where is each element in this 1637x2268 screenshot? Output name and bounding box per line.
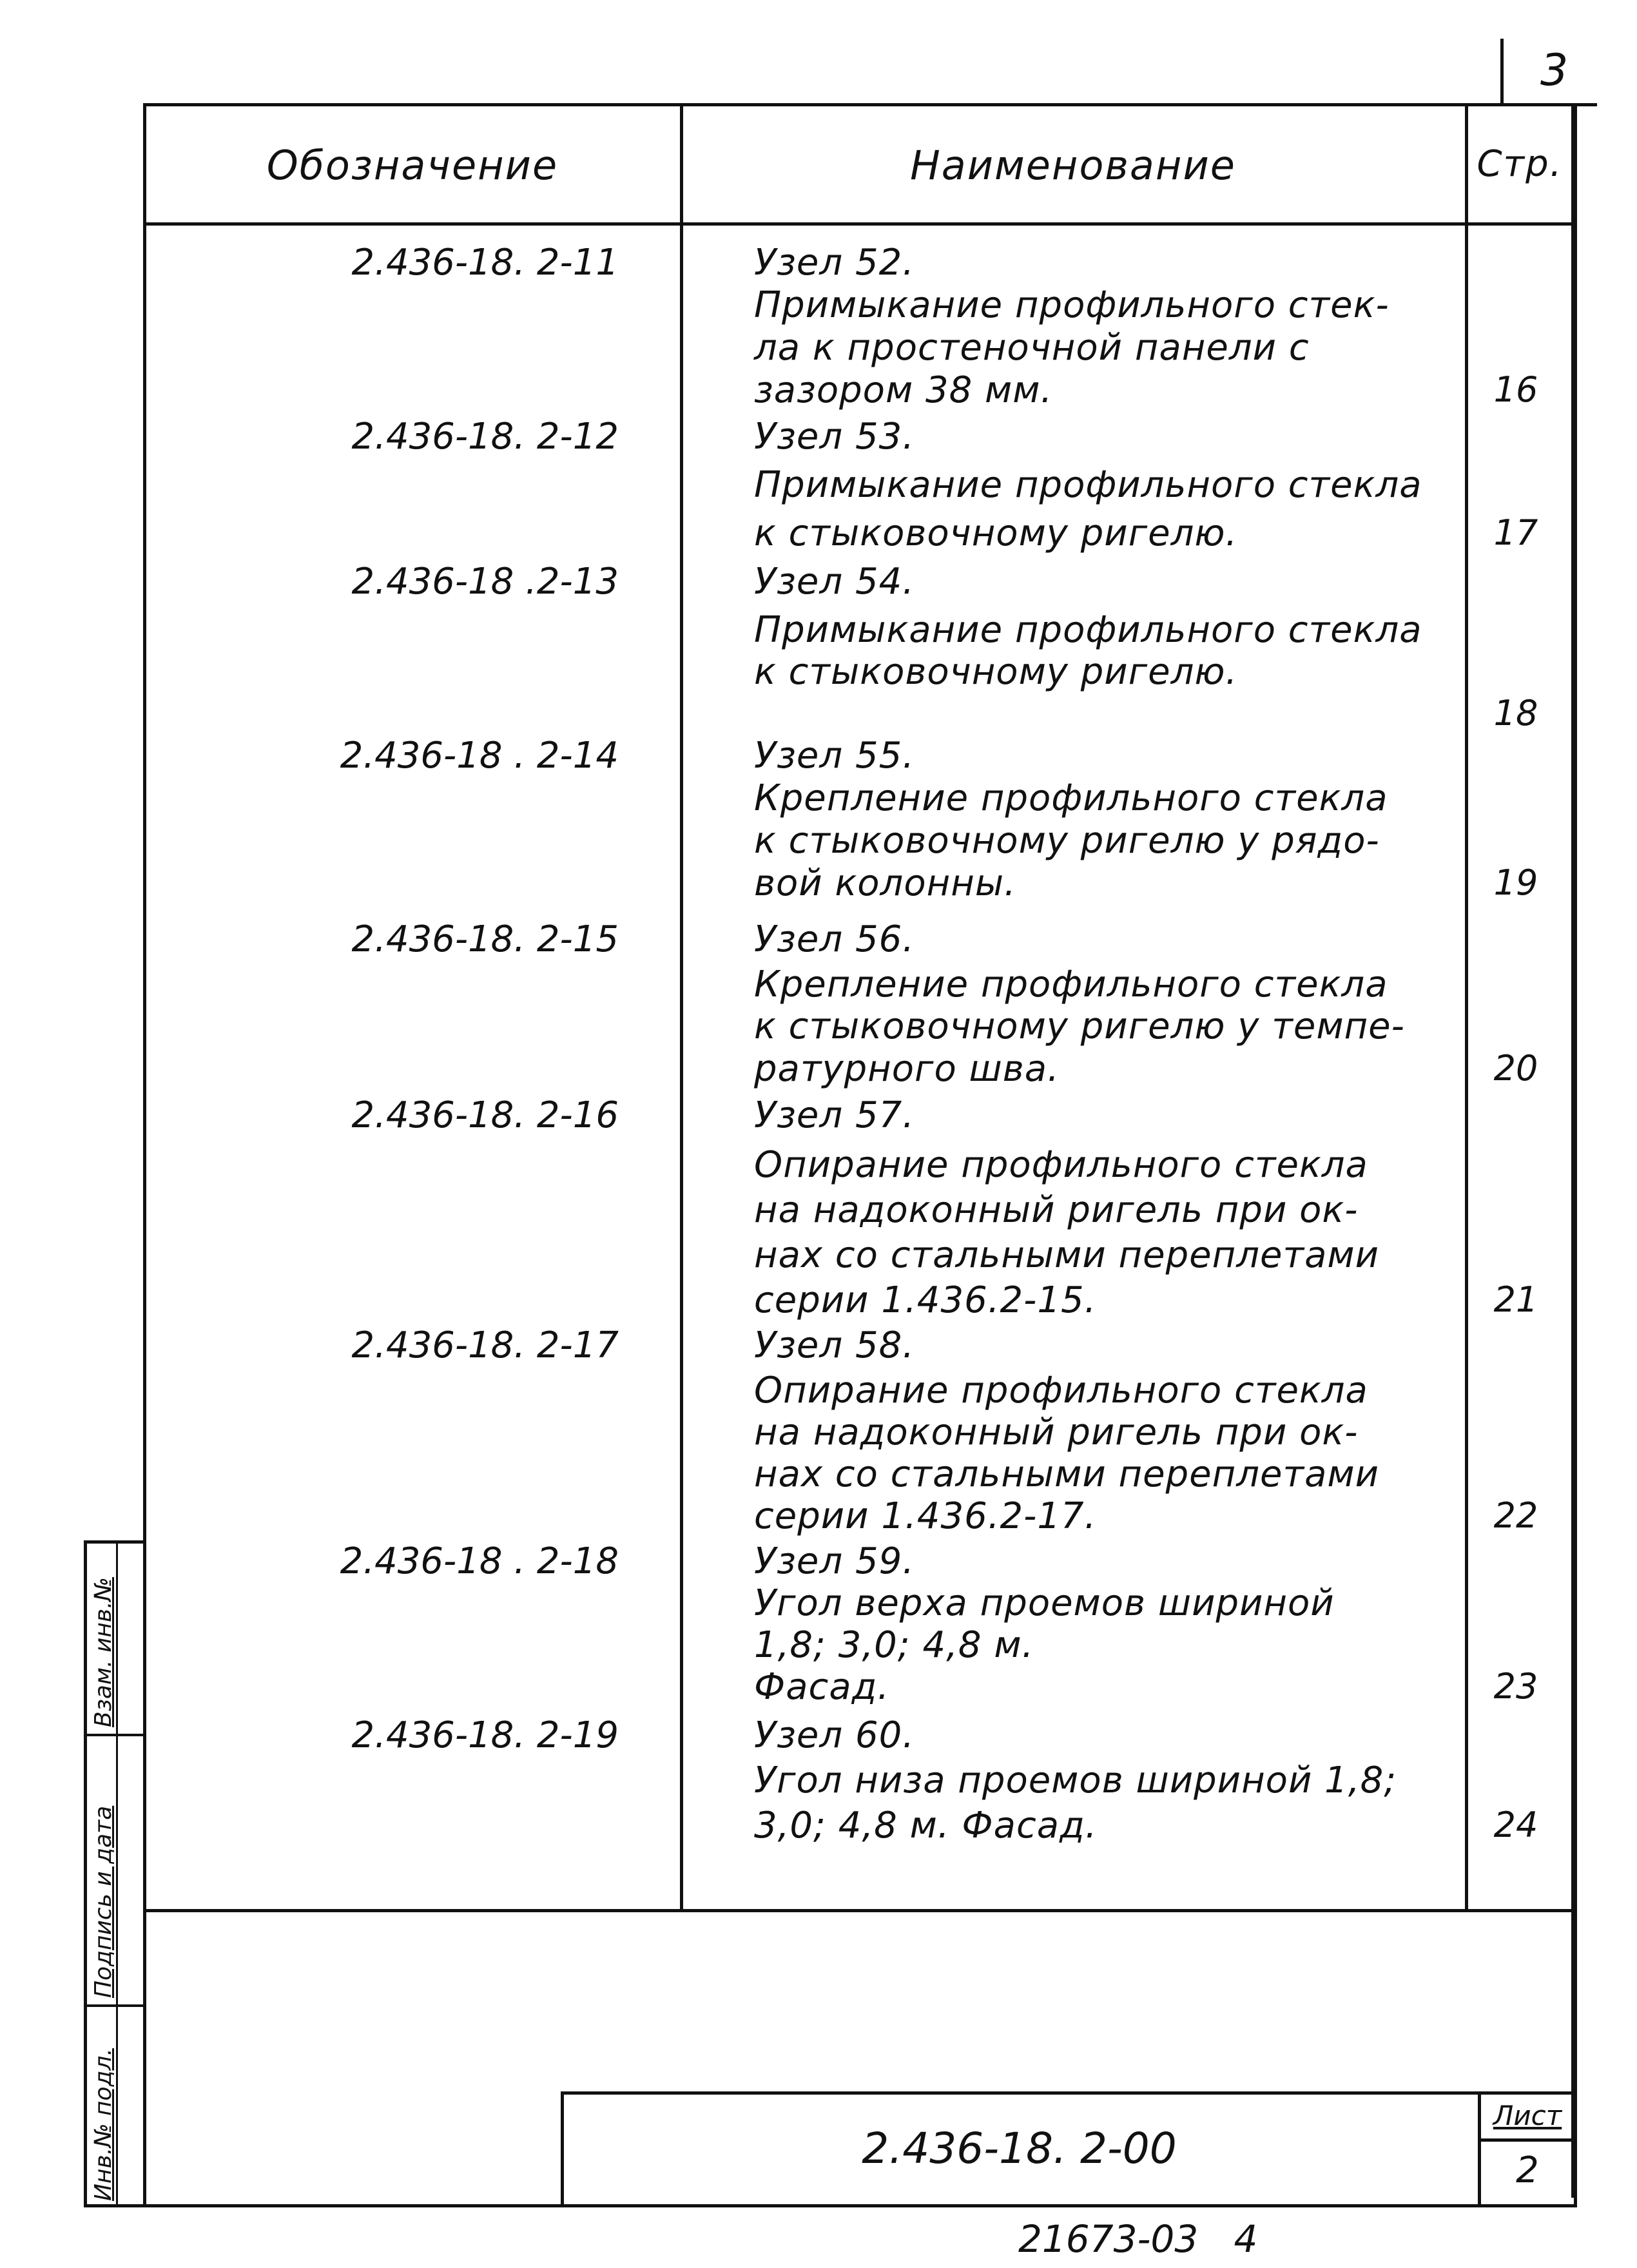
- row-line: зазором 38 мм.: [754, 369, 1053, 411]
- row-line: к стыковочному ригелю.: [754, 512, 1238, 554]
- row-code: 2.436-18. 2-11: [351, 242, 619, 284]
- row-page: 18: [1493, 693, 1538, 733]
- header-designation: Обозначение: [266, 142, 559, 189]
- row-code: 2.436-18 . 2-18: [340, 1540, 619, 1582]
- row-line: Узел 59.: [754, 1540, 915, 1582]
- row-page: 23: [1493, 1666, 1538, 1707]
- row-line: Опирание профильного стекла: [754, 1370, 1368, 1411]
- row-code: 2.436-18. 2-12: [351, 416, 619, 458]
- row-line: Узел 55.: [754, 735, 915, 777]
- row-line: Примыкание профильного стекла: [754, 609, 1422, 651]
- row-code: 2.436-18. 2-15: [351, 918, 619, 960]
- row-line: нах со стальными переплетами: [754, 1453, 1380, 1495]
- row-line: 1,8; 3,0; 4,8 м.: [754, 1624, 1034, 1666]
- row-line: к стыковочному ригелю.: [754, 651, 1238, 693]
- row-line: к стыковочному ригелю у темпе-: [754, 1005, 1405, 1047]
- stamp-signature-date: Подпись и дата: [90, 1805, 117, 1998]
- row-page: 19: [1493, 862, 1538, 903]
- row-line: Узел 52.: [754, 242, 915, 284]
- row-line: к стыковочному ригелю у рядо-: [754, 820, 1380, 862]
- column-divider-2: [1465, 103, 1468, 1911]
- sheet-number: 2: [1516, 2149, 1539, 2191]
- row-line: Опирание профильного стекла: [754, 1144, 1368, 1186]
- row-line: Узел 58.: [754, 1324, 915, 1366]
- column-divider-1: [680, 103, 683, 1911]
- side-stamp-div-1: [84, 1734, 146, 1736]
- row-line: на надоконный ригель при ок-: [754, 1411, 1359, 1453]
- corner-page-number: 3: [1540, 45, 1569, 96]
- row-line: Угол верха проемов шириной: [754, 1582, 1335, 1624]
- row-line: Узел 57.: [754, 1094, 915, 1136]
- row-line: ратурного шва.: [754, 1048, 1060, 1090]
- row-line: серии 1.436.2-15.: [754, 1279, 1097, 1321]
- stamp-inv-podl: Инв.№ подл.: [90, 2048, 117, 2201]
- row-line: Крепление профильного стекла: [754, 964, 1388, 1005]
- row-line: Фасад.: [754, 1666, 890, 1708]
- table-bottom: [143, 1909, 1577, 1912]
- row-line: серии 1.436.2-17.: [754, 1495, 1097, 1537]
- row-line: Узел 54.: [754, 561, 915, 603]
- row-code: 2.436-18 .2-13: [351, 561, 619, 603]
- right-edge-stroke: [1571, 103, 1574, 2198]
- row-code: 2.436-18. 2-19: [351, 1714, 619, 1756]
- sheet-label: Лист: [1493, 2100, 1562, 2131]
- header-page: Стр.: [1477, 143, 1563, 185]
- row-code: 2.436-18. 2-17: [351, 1324, 619, 1366]
- row-line: Узел 60.: [754, 1714, 915, 1756]
- side-stamp-div-2: [84, 2004, 146, 2007]
- row-line: Угол низа проемов шириной 1,8;: [754, 1759, 1397, 1801]
- row-line: ла к простеночной панели с: [754, 327, 1310, 369]
- row-line: нах со стальными переплетами: [754, 1234, 1380, 1276]
- row-line: на надоконный ригель при ок-: [754, 1189, 1359, 1231]
- sheet-label-divider: [1478, 2138, 1577, 2142]
- footer-number: 21673-03 4: [1018, 2217, 1258, 2261]
- header-divider: [143, 222, 1577, 226]
- stamp-vzam-inv: Взам. инв.№: [90, 1577, 117, 1727]
- row-page: 16: [1493, 369, 1538, 410]
- row-line: вой колонны.: [754, 862, 1016, 904]
- row-line: Крепление профильного стекла: [754, 777, 1388, 819]
- document-code: 2.436-18. 2-00: [862, 2124, 1177, 2173]
- row-line: Узел 53.: [754, 416, 915, 458]
- row-line: Примыкание профильного стекла: [754, 464, 1422, 506]
- row-page: 20: [1493, 1048, 1538, 1089]
- row-page: 24: [1493, 1805, 1538, 1845]
- row-page: 21: [1493, 1279, 1538, 1320]
- row-code: 2.436-18 . 2-14: [340, 735, 619, 777]
- header-name: Наименование: [910, 142, 1236, 189]
- row-page: 17: [1493, 512, 1538, 553]
- row-page: 22: [1493, 1495, 1538, 1536]
- row-line: Примыкание профильного стек-: [754, 284, 1390, 326]
- row-line: Узел 56.: [754, 918, 915, 960]
- row-code: 2.436-18. 2-16: [351, 1094, 619, 1136]
- row-line: 3,0; 4,8 м. Фасад.: [754, 1805, 1098, 1846]
- corner-tick: [1500, 39, 1504, 103]
